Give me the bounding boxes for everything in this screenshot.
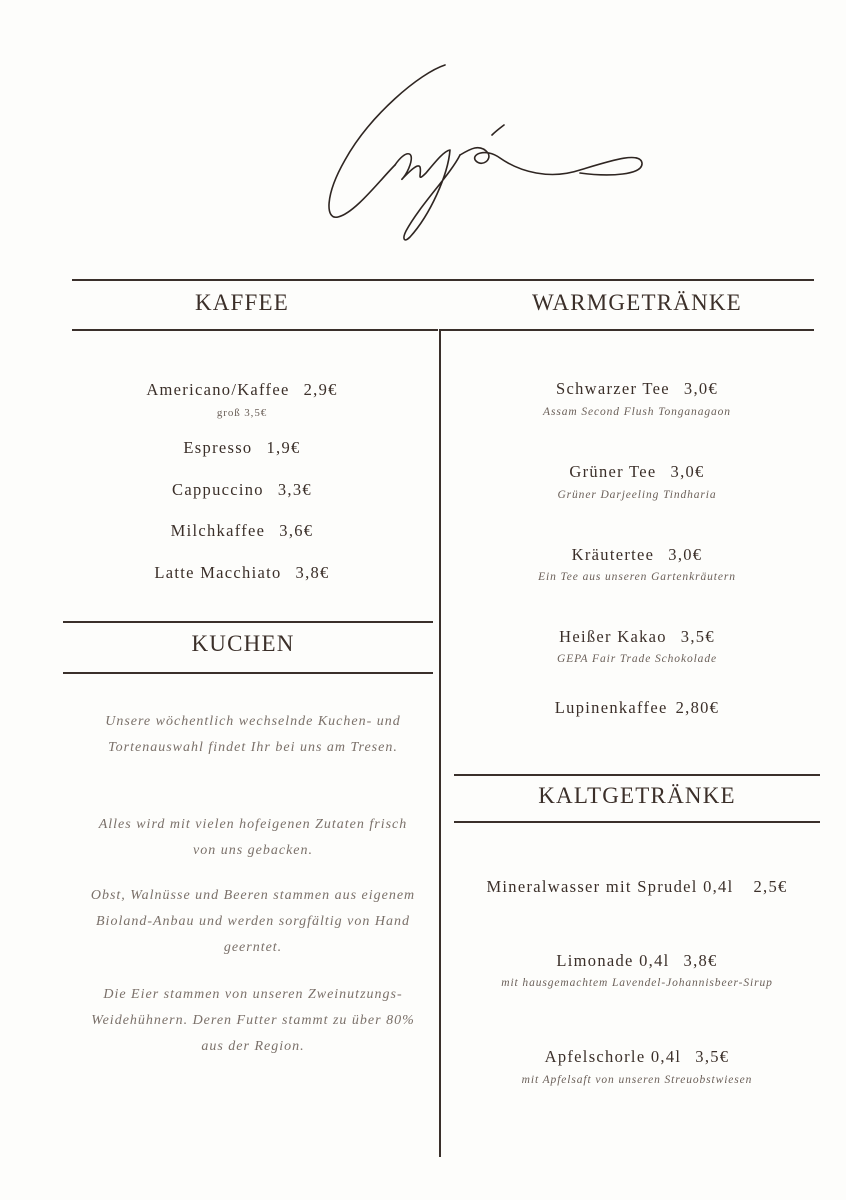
kuchen-top-rule	[63, 621, 433, 623]
kuchen-paragraph: Alles wird mit vielen hofeigenen Zutaten frisch von uns gebacken.	[98, 817, 408, 858]
item-name: Cappuccino	[172, 480, 264, 499]
item-name: Espresso	[183, 438, 253, 457]
item-name: Lupinenkaffee	[554, 698, 668, 717]
top-rule-full	[72, 279, 814, 281]
warm-item	[440, 379, 834, 399]
item-price: 3,8€	[683, 951, 718, 970]
warm-item-note: GEPA Fair Trade Schokolade	[556, 653, 717, 665]
item-price: 3,8€	[295, 563, 330, 582]
kaffee-item-note: groß 3,5€	[216, 407, 268, 419]
item-name: Apfelschorle 0,4l	[544, 1047, 682, 1066]
item-name: Latte Macchiato	[154, 563, 282, 582]
kalt-bottom-rule	[454, 821, 820, 823]
item-name: Americano/Kaffee	[146, 380, 290, 399]
cafe-logo	[310, 55, 650, 255]
kaffee-heading: KAFFEE	[194, 290, 290, 315]
item-price: 3,0€	[670, 462, 705, 481]
warm-item	[440, 698, 834, 718]
item-name: Limonade 0,4l	[556, 951, 670, 970]
kalt-item	[440, 877, 834, 897]
item-price: 3,3€	[277, 480, 312, 499]
kalt-heading: KALTGETRÄNKE	[538, 783, 736, 808]
warm-item	[440, 462, 834, 482]
kaffee-item	[42, 380, 442, 400]
kaffee-item	[42, 521, 442, 541]
warm-item	[440, 545, 834, 565]
kuchen-bottom-rule	[63, 672, 433, 674]
item-price: 2,80€	[675, 698, 720, 717]
item-price: 3,5€	[680, 627, 715, 646]
warm-item-note: Assam Second Flush Tonganagaon	[543, 406, 731, 418]
item-price: 1,9€	[266, 438, 301, 457]
warm-heading: WARMGETRÄNKE	[532, 290, 742, 315]
item-name: Mineralwasser mit Sprudel 0,4l	[486, 877, 734, 896]
warm-item	[440, 627, 834, 647]
item-name: Kräutertee	[571, 545, 655, 564]
kuchen-paragraph: Obst, Walnüsse und Beeren stammen aus eigenem Bioland-Anbau und werden sorgfältig von Hand geerntet.	[90, 888, 416, 955]
item-price: 2,5€	[753, 877, 788, 896]
item-price: 3,5€	[695, 1047, 730, 1066]
kalt-item	[440, 1047, 834, 1067]
item-name: Milchkaffee	[170, 521, 266, 540]
item-price: 2,9€	[303, 380, 338, 399]
kalt-item-note: mit hausgemachtem Lavendel-Johannisbeer-Sirup	[501, 977, 773, 989]
warm-bottom-rule	[441, 329, 814, 331]
warm-item-note: Grüner Darjeeling Tindharia	[557, 489, 717, 501]
kaffee-item	[42, 480, 442, 500]
kalt-item-note: mit Apfelsaft von unseren Streuobstwiesen	[521, 1074, 753, 1086]
item-name: Schwarzer Tee	[555, 379, 670, 398]
kaffee-item	[42, 438, 442, 458]
kalt-item	[440, 951, 834, 971]
item-name: Heißer Kakao	[559, 627, 667, 646]
kaffee-item	[42, 563, 442, 583]
kuchen-heading: KUCHEN	[191, 631, 295, 656]
item-price: 3,6€	[279, 521, 314, 540]
kalt-top-rule	[454, 774, 820, 776]
item-price: 3,0€	[683, 379, 718, 398]
warm-item-note: Ein Tee aus unseren Gartenkräutern	[538, 571, 736, 583]
item-price: 3,0€	[668, 545, 703, 564]
item-name: Grüner Tee	[569, 462, 657, 481]
kaffee-bottom-rule	[72, 329, 438, 331]
kuchen-paragraph: Die Eier stammen von unseren Zweinutzungs-Weidehühnern. Deren Futter stammt zu über 80% aus der Region.	[91, 987, 415, 1054]
kuchen-paragraph: Unsere wöchentlich wechselnde Kuchen- und Tortenauswahl findet Ihr bei uns am Tresen.	[105, 714, 401, 755]
